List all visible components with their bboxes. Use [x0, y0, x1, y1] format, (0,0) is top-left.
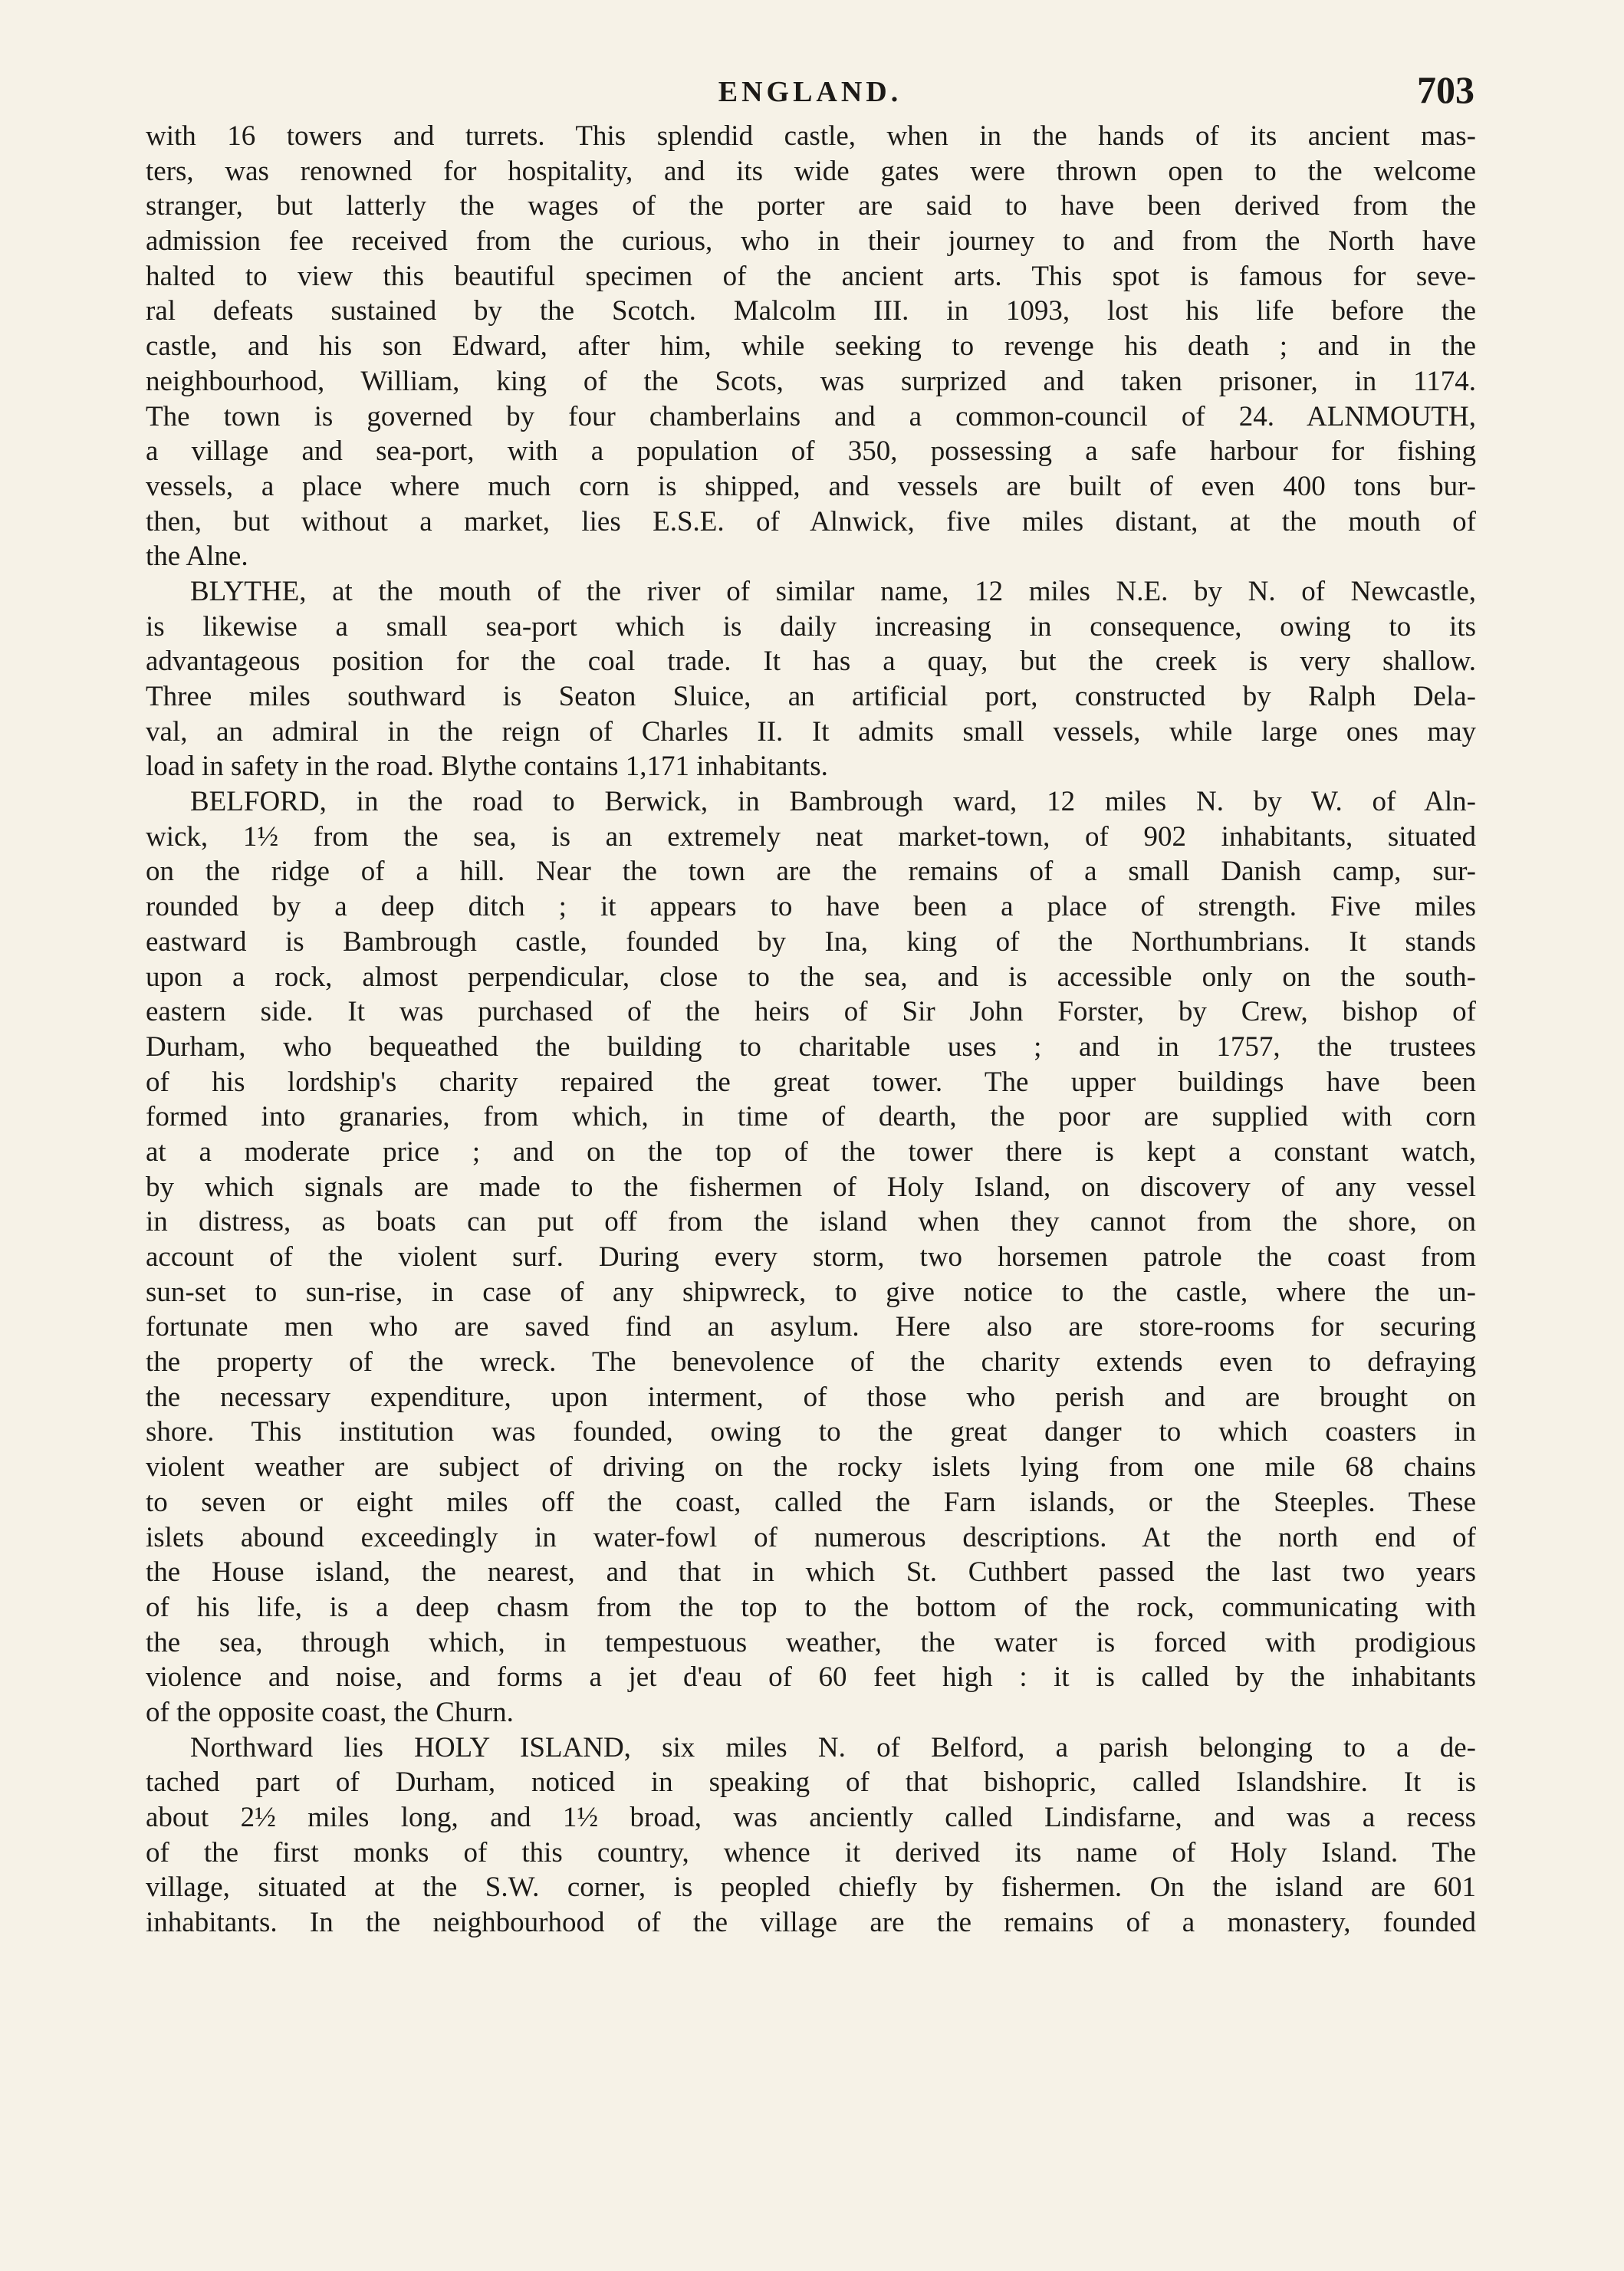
text-line: upon a rock, almost perpendicular, close to the sea, and is accessible only on the south-: [146, 961, 1476, 993]
text-line: eastward is Bambrough castle, founded by Ina, king of the Northumbrians. It stands: [146, 925, 1476, 958]
text-line: formed into granaries, from which, in time of dearth, the poor are supplied with corn: [146, 1101, 1476, 1133]
text-line: account of the violent surf. During every storm, two horsemen patrole the coast from: [146, 1241, 1476, 1273]
text-line: the House island, the nearest, and that in which St. Cuthbert passed the last two years: [146, 1556, 1476, 1589]
text-line: Northward lies HOLY ISLAND, six miles N. of Belford, a parish belonging to a de-: [190, 1731, 1476, 1763]
text-line: at a moderate price ; and on the top of the tower there is kept a constant watch,: [146, 1136, 1476, 1168]
text-line: Three miles southward is Seaton Sluice, an artificial port, constructed by Ralph Dela-: [146, 681, 1476, 712]
text-line: shore. This institution was founded, owing to the great danger to which coasters in: [146, 1416, 1476, 1448]
text-line: on the ridge of a hill. Near the town are the remains of a small Danish camp, sur-: [146, 856, 1476, 888]
text-line: halted to view this beautiful specimen of the ancient arts. This spot is famous for seve-: [146, 260, 1476, 292]
text-line: BLYTHE, at the mouth of the river of similar name, 12 miles N.E. by N. of Newcastle,: [190, 575, 1476, 607]
text-line: village, situated at the S.W. corner, is peopled chiefly by fishermen. On the island are 601: [146, 1872, 1476, 1904]
text-line: advantageous position for the coal trade. It has a quay, but the creek is very shallow.: [146, 646, 1476, 678]
text-line: stranger, but latterly the wages of the porter are said to have been derived from the: [146, 190, 1476, 222]
text-line: fortunate men who are saved find an asylum. Here also are store-rooms for securing: [146, 1311, 1476, 1343]
body-text: [146, 119, 1476, 1941]
text-line: val, an admiral in the reign of Charles II. It admits small vessels, while large ones may: [146, 715, 1476, 748]
text-line: the necessary expenditure, upon interment, of those who perish and are brought on: [146, 1381, 1476, 1413]
text-line: of his lordship's charity repaired the great tower. The upper buildings have been: [146, 1066, 1476, 1098]
text-line: the Alne.: [146, 541, 248, 573]
text-line: of the first monks of this country, whence it derived its name of Holy Island. The: [146, 1836, 1476, 1868]
text-line: to seven or eight miles off the coast, called the Farn islands, or the Steeples. These: [146, 1486, 1476, 1518]
text-line: is likewise a small sea-port which is daily increasing in consequence, owing to its: [146, 610, 1476, 643]
text-line: BELFORD, in the road to Berwick, in Bambrough ward, 12 miles N. by W. of Aln-: [190, 786, 1476, 818]
text-line: ral defeats sustained by the Scotch. Malcolm III. in 1093, lost his life before the: [146, 295, 1476, 327]
text-line: islets abound exceedingly in water-fowl of numerous descriptions. At the north end of: [146, 1521, 1476, 1553]
text-line: load in safety in the road. Blythe contains 1,171 inhabitants.: [146, 751, 828, 783]
text-line: then, but without a market, lies E.S.E. of Alnwick, five miles distant, at the mouth of: [146, 505, 1476, 537]
text-line: of the opposite coast, the Churn.: [146, 1696, 514, 1728]
text-line: ters, was renowned for hospitality, and its wide gates were thrown open to the welcome: [146, 155, 1476, 187]
header-title: ENGLAND.: [718, 76, 902, 108]
text-line: violent weather are subject of driving on the rocky islets lying from one mile 68 chains: [146, 1451, 1476, 1484]
text-line: The town is governed by four chamberlains and a common-council of 24. ALNMOUTH,: [146, 400, 1476, 432]
page-number: 703: [1417, 68, 1474, 111]
text-line: vessels, a place where much corn is shipped, and vessels are built of even 400 tons bur-: [146, 470, 1476, 502]
text-line: of his life, is a deep chasm from the top to the bottom of the rock, communicating with: [146, 1591, 1476, 1623]
running-header: [146, 67, 1474, 113]
text-line: with 16 towers and turrets. This splendid castle, when in the hands of its ancient mas-: [146, 120, 1476, 152]
text-line: the property of the wreck. The benevolence of the charity extends even to defraying: [146, 1346, 1476, 1379]
text-line: violence and noise, and forms a jet d'eau of 60 feet high : it is called by the inhabitants: [146, 1661, 1476, 1694]
text-line: tached part of Durham, noticed in speaking of that bishopric, called Islandshire. It is: [146, 1767, 1476, 1799]
text-line: neighbourhood, William, king of the Scots, was surprized and taken prisoner, in 1174.: [146, 365, 1476, 397]
text-line: a village and sea-port, with a population of 350, possessing a safe harbour for fishing: [146, 435, 1476, 468]
text-line: inhabitants. In the neighbourhood of the village are the remains of a monastery, founded: [146, 1907, 1476, 1939]
text-line: by which signals are made to the fishermen of Holy Island, on discovery of any vessel: [146, 1171, 1476, 1203]
text-line: sun-set to sun-rise, in case of any shipwreck, to give notice to the castle, where the un-: [146, 1276, 1476, 1308]
text-line: admission fee received from the curious, who in their journey to and from the North have: [146, 225, 1476, 258]
text-line: castle, and his son Edward, after him, while seeking to revenge his death ; and in the: [146, 330, 1476, 363]
text-line: the sea, through which, in tempestuous weather, the water is forced with prodigious: [146, 1626, 1476, 1658]
text-line: rounded by a deep ditch ; it appears to have been a place of strength. Five miles: [146, 891, 1476, 923]
text-line: eastern side. It was purchased of the heirs of Sir John Forster, by Crew, bishop of: [146, 996, 1476, 1028]
text-line: in distress, as boats can put off from the island when they cannot from the shore, on: [146, 1206, 1476, 1238]
text-line: Durham, who bequeathed the building to charitable uses ; and in 1757, the trustees: [146, 1030, 1476, 1063]
text-line: wick, 1½ from the sea, is an extremely neat market-town, of 902 inhabitants, situated: [146, 820, 1476, 853]
text-line: about 2½ miles long, and 1½ broad, was anciently called Lindisfarne, and was a recess: [146, 1802, 1476, 1833]
